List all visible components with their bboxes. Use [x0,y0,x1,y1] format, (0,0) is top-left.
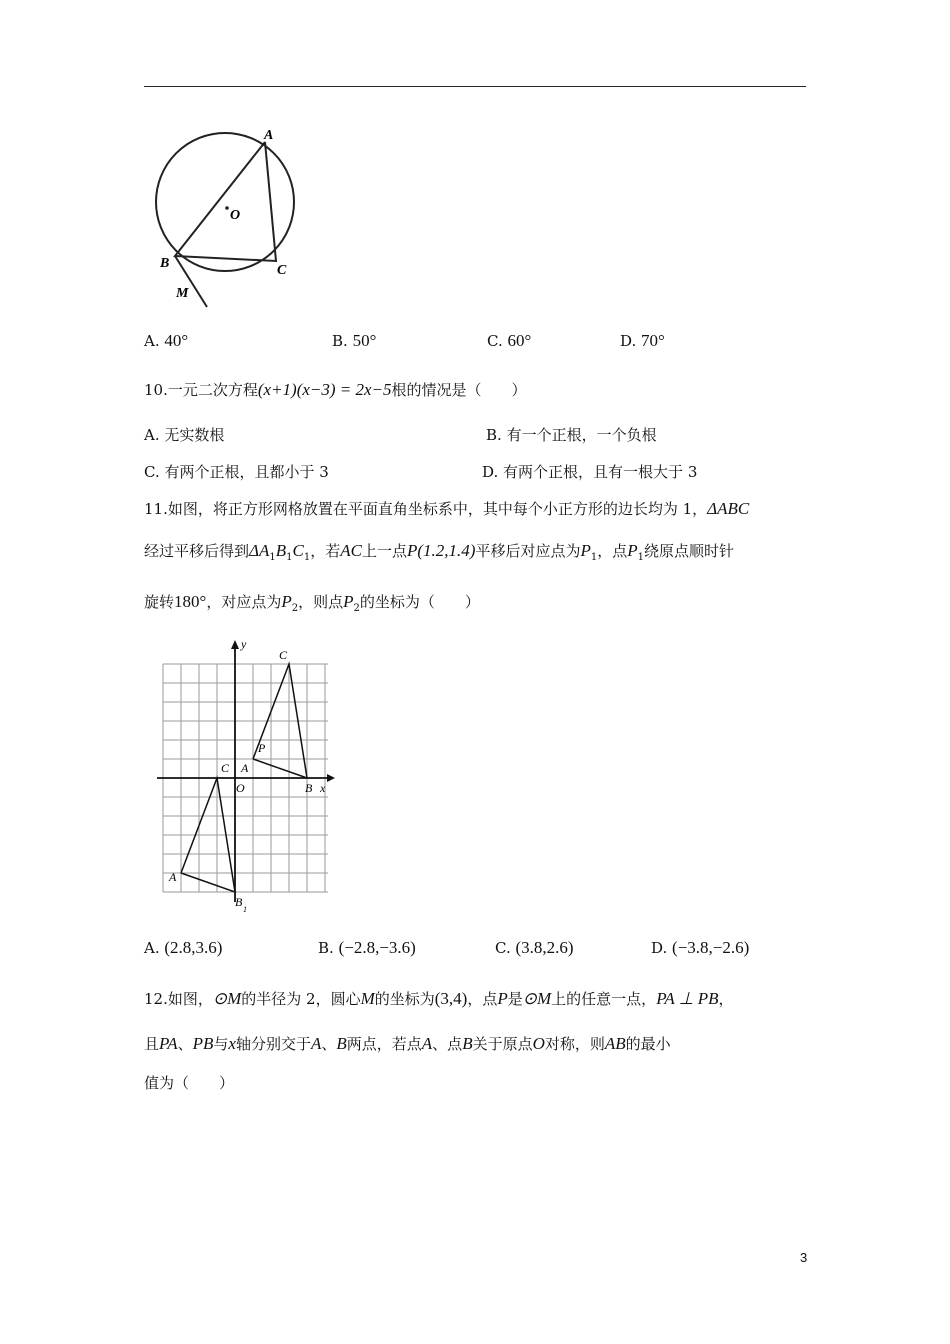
q9-option-c[interactable]: C. 60° [487,331,532,350]
q11-stem-line1: 11.如图，将正方形网格放置在平面直角坐标系中，其中每个小正方形的边长均为 1，ΔABC [144,499,750,518]
q10-option-d[interactable]: D. 有两个正根，且有一根大于 3 [482,463,698,481]
q12-stem-line3: 值为（ ） [144,1074,235,1092]
label-y: y [241,637,247,651]
q10-option-c[interactable]: C. 有两个正根，且都小于 3 [144,463,329,481]
q12-stem-line2: 且PA、PB与x轴分别交于A、B两点，若点A、点B关于原点O对称，则AB的最小 [144,1034,671,1053]
q9-option-b[interactable]: B. 50° [332,331,377,350]
q11-stem-line2: 经过平移后得到$\Delta A_1B_1C_1$，若AC上一点P(1.2,1.4)平移后对应点为$P_1$，点$P_1$绕原点顺时针 [144,541,735,563]
label-o: O [236,781,245,795]
label-b1-sub: 1 [243,905,247,914]
q9-option-a[interactable]: A. 40° [144,331,189,350]
q11-option-d[interactable]: D. (−3.8,−2.6) [651,938,750,957]
label-c: C [277,263,287,278]
q11-option-c[interactable]: C. (3.8,2.6) [495,938,574,957]
figure-circle-triangle [145,125,305,310]
label-a: A [241,761,249,775]
label-c: C [279,648,288,662]
label-o: O [230,208,241,223]
center-dot [225,206,229,210]
q11-stem-line3: 旋转180°，对应点为$P_2$，则点$P_2$的坐标为（ ） [144,592,480,614]
q10-option-a[interactable]: A. 无实数根 [144,426,225,444]
label-m: M [176,286,189,301]
q11-option-a[interactable]: A. (2.8,3.6) [144,938,223,957]
header-rule [144,86,806,87]
label-p: P [258,741,266,755]
page-number: 3 [800,1250,808,1265]
triangle-abc [175,142,276,261]
figure-grid-coordinates [155,632,340,917]
y-axis-arrow [231,640,239,649]
label-c1: C [221,761,230,775]
label-b: B [305,781,313,795]
label-a: A [264,128,274,143]
circle-o [156,133,294,271]
label-b: B [160,256,170,271]
label-a1: A [169,870,177,884]
q12-stem-line1: 12.如图，⊙M的半径为 2，圆心M的坐标为(3,4)，点P是⊙M上的任意一点，PA ⊥ PB， [144,989,734,1008]
label-b1: B [235,895,243,909]
q10-stem: 10.一元二次方程(x+1)(x−3) = 2x−5根的情况是（ ） [144,380,527,399]
q9-option-d[interactable]: D. 70° [620,331,665,350]
x-axis-arrow [327,774,335,782]
q11-option-b[interactable]: B. (−2.8,−3.6) [318,938,416,957]
label-x: x [320,781,326,795]
q10-option-b[interactable]: B. 有一个正根，一个负根 [486,426,657,444]
